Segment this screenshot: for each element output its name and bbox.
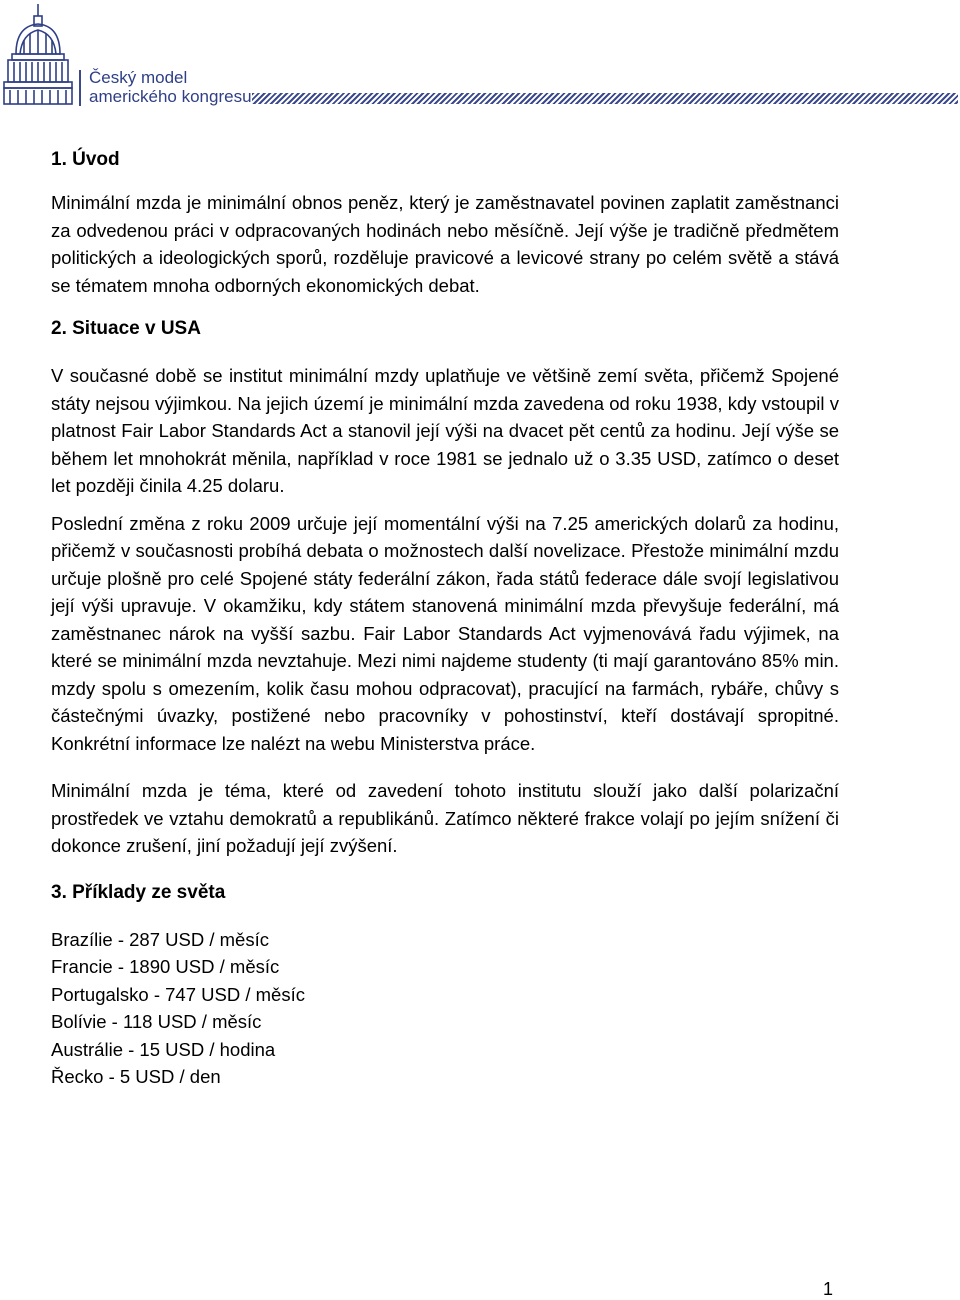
logo-wordmark [89,68,252,106]
paragraph: Minimální mzda je téma, které od zavedení tohoto institutu slouží jako další polarizační prostředek ve vztahu demokratů a republikánů. Zatímco některé frakce volají po jejím snížení či dokonce zrušení, jiní požadují její zvýšení. [51,780,839,856]
list-item: Portugalsko - 747 USD / měsíc [51,983,305,1005]
country-wage-list [51,926,839,1091]
header-stripe [252,93,958,104]
section-heading-examples: 3. Příklady ze světa [51,881,226,903]
paragraph: Poslední změna z roku 2009 určuje její momentální výši na 7.25 amerických dolarů za hodinu, přičemž v současnosti probíhá debata o možnostech další novelizace. Přestože minimální mzdu určuje plošně pro celé Spojené státy federální zákon, řada států federace dále svojí legislativou její výši upravuje. V okamžiku, kdy státem stanovená minimální mzda převyšuje federální, má zaměstnanec nárok na vyšší sazbu. Fair Labor Standards Act vyjmenovává řadu výjimek, na které se minimální mzda nevztahuje. Mezi nimi najdeme studenty (ti mají garantováno 85% min. mzdy spolu s omezením, kolik času mohou odpracovat), pracující na farmách, rybáře, chůvy s částečnými úvazky, postižené nebo pracovníky v pohostinství, kteří dostávají spropitné. Konkrétní informace lze nalézt na webu Ministerstva práce. [51,512,839,754]
list-item: Austrálie - 15 USD / hodina [51,1038,276,1060]
list-item: Francie - 1890 USD / měsíc [51,956,280,977]
logo-divider [79,70,81,106]
logo-line-1: Český model [89,68,188,87]
list-item: Řecko - 5 USD / den [51,1066,221,1087]
list-item: Bolívie - 118 USD / měsíc [51,1011,262,1032]
section-heading-usa: 2. Situace v USA [51,318,201,339]
logo-line-2: amerického kongresu [89,87,252,106]
page-header [0,0,960,110]
paragraph: V současné době se institut minimální mzdy uplatňuje ve většině zemí světa, přičemž Spojené státy nejsou výjimkou. Na jejich území je minimální mzda zavedena od roku 1938, kdy vstoupil v platnost Fair Labor Standards Act a stanovil její výši na dvacet pět centů za hodinu. Její výše se během let mnohokrát měnila, například v roce 1981 se jednalo už o 3.35 USD, zatímco o deset let později činila 4.25 dolaru. [51,365,839,496]
capitol-dome-icon [2,2,74,108]
list-item: Brazílie - 287 USD / měsíc [51,928,269,950]
page-number: 1 [823,1279,834,1299]
paragraph: Minimální mzda je minimální obnos peněz, který je zaměstnavatel povinen zaplatit zaměstnanci za odvedenou práci v odpracovaných hodinách nebo měsíčně. Její výše je tradičně předmětem politických a ideologických sporů, rozděluje pravicové a levicové strany po celém světě a stává se tématem mnoha odborných ekonomických debat. [51,192,839,296]
section-heading-intro: 1. Úvod [51,149,120,170]
document-body [51,145,839,1091]
